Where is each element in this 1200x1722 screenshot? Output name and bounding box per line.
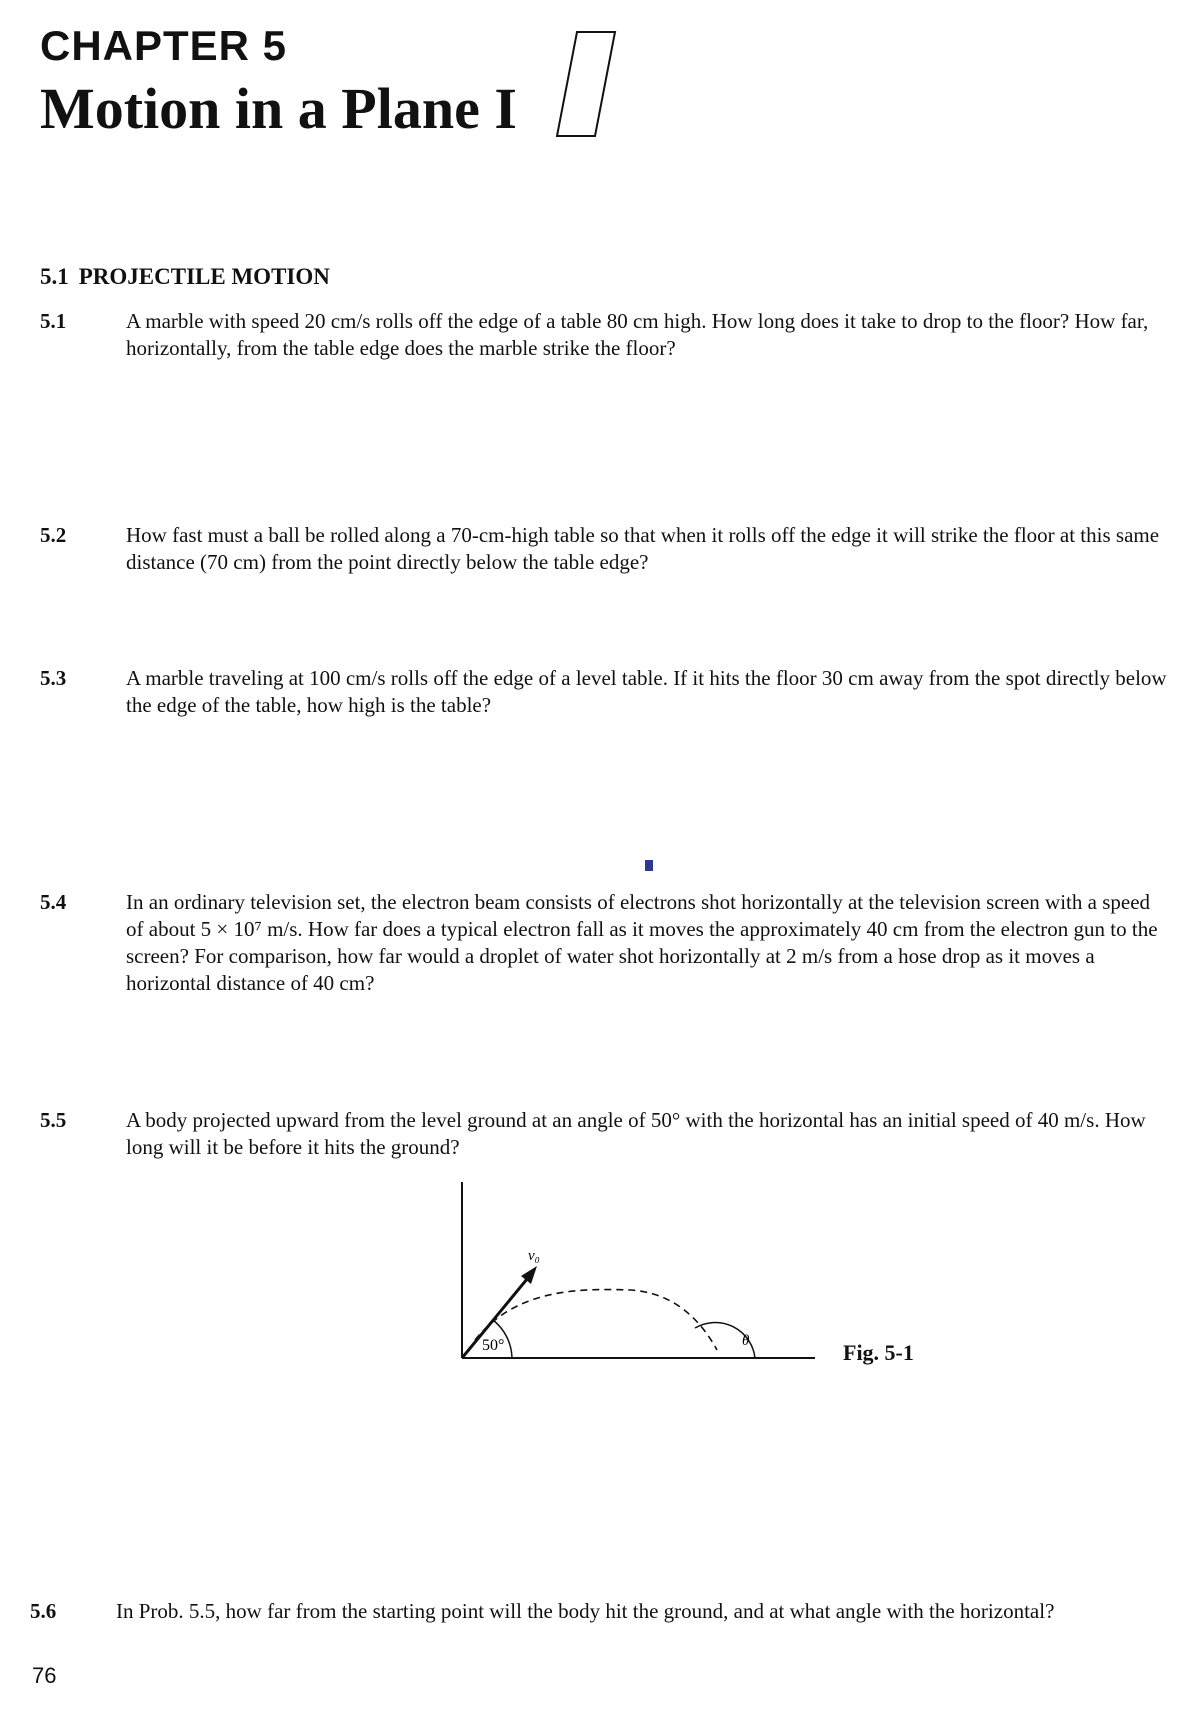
problem-5-5 xyxy=(40,1107,1170,1161)
problem-number: 5.1 xyxy=(40,309,67,333)
problem-text: A marble with speed 20 cm/s rolls off the edge of a table 80 cm high. How long does it take to drop to the floor? How far, horizontally, from the table edge does the marble strike the floor? xyxy=(126,309,1149,360)
problem-number: 5.2 xyxy=(40,523,67,547)
problem-text: How fast must a ball be rolled along a 70-cm-high table so that when it rolls off the edge it will strike the floor at this same distance (70 cm) from the point directly below the table edge? xyxy=(126,523,1160,574)
problem-text: In Prob. 5.5, how far from the starting point will the body hit the ground, and at what angle with the horizontal? xyxy=(116,1599,1055,1623)
launch-angle-label: 50° xyxy=(482,1337,505,1354)
problem-5-1 xyxy=(40,308,1170,362)
problem-5-6 xyxy=(30,1598,1160,1625)
chapter-title: Motion in a Plane I xyxy=(40,76,517,141)
problem-number: 5.4 xyxy=(40,890,67,914)
figure-caption: Fig. 5-1 xyxy=(843,1340,914,1365)
velocity-label: v₀ xyxy=(528,1248,540,1264)
section-number: 5.1 xyxy=(40,264,69,289)
page-marker xyxy=(645,860,653,871)
section-heading xyxy=(40,264,330,290)
section-title: PROJECTILE MOTION xyxy=(78,264,330,289)
impact-angle-label: θ xyxy=(742,1333,750,1349)
projectile-figure xyxy=(455,1180,825,1375)
problem-number: 5.3 xyxy=(40,666,67,690)
page-number: 76 xyxy=(32,1663,57,1688)
problem-5-2 xyxy=(40,522,1170,576)
problem-text: A marble traveling at 100 cm/s rolls off the edge of a level table. If it hits the floor 30 cm away from the spot directly below the edge of the table, how high is the table? xyxy=(126,666,1167,717)
problem-number: 5.6 xyxy=(30,1599,57,1623)
problem-number: 5.5 xyxy=(40,1108,67,1132)
problem-5-4 xyxy=(40,889,1170,997)
chapter-label: CHAPTER 5 xyxy=(40,22,288,69)
title-parallelogram-mark xyxy=(555,30,625,140)
problem-text: In an ordinary television set, the electron beam consists of electrons shot horizontally at the television screen with a speed of about 5 × 10⁷ m/s. How far does a typical electron fall as it moves the approximately 40 cm from the electron gun to the screen? For comparison, how far would a droplet of water shot horizontally at 2 m/s from a hose drop as it moves a horizontal distance of 40 cm? xyxy=(126,890,1158,995)
problem-5-3 xyxy=(40,665,1170,719)
problem-text: A body projected upward from the level ground at an angle of 50° with the horizontal has an initial speed of 40 m/s. How long will it be before it hits the ground? xyxy=(126,1108,1146,1159)
